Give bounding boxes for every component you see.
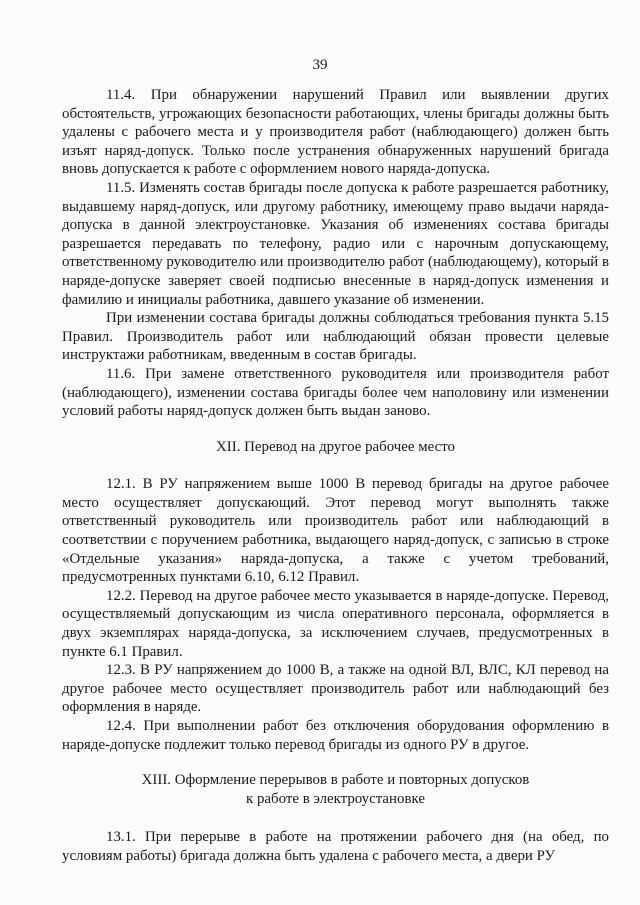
section-heading-13-line2: к работе в электроустановке bbox=[246, 790, 425, 807]
section-heading-13-line1: XIII. Оформление перерывов в работе и повторных допусков bbox=[141, 772, 530, 789]
paragraph-12-4: 12.4. При выполнении работ без отключения оборудования оформлению в наряде-допуске подлежит только перевод бригады из одного РУ в другое. bbox=[62, 718, 609, 753]
section-heading-12: XII. Перевод на другое рабочее место bbox=[216, 438, 455, 455]
paragraph-12-2: 12.2. Перевод на другое рабочее место указывается в наряде-допуске. Перевод, осуществляемый допускающим из числа оперативного персонала, оформляется в двух экземплярах наряда-допуска, за исключением случаев, предусмотренных в пункте 6.1 Правил. bbox=[62, 587, 609, 660]
paragraph-11-5-continuation: При изменении состава бригады должны соблюдаться требования пункта 5.15 Правил. Производитель работ или наблюдающий обязан провести целевые инструктажи работникам, введенным в состав бригады. bbox=[62, 310, 609, 364]
spacer bbox=[62, 808, 609, 828]
paragraph-11-6: 11.6. При замене ответственного руководителя или производителя работ (наблюдающего), изменении состава бригады более чем наполовину или изменении условий работы наряд-допуск должен быть выдан заново. bbox=[62, 365, 609, 420]
paragraph-12-1: 12.1. В РУ напряжением выше 1000 В перевод бригады на другое рабочее место осуществляет допускающий. Этот перевод могут выполнять также ответственный руководитель или производитель работ или наблюдающий в соответствии с поручением работника, выдающего наряд-допуск, с записью в строке «Отдельные указания» наряда-допуска, а также с учетом требований, предусмотренных пунктами 6.10, 6.12 Правил. bbox=[62, 476, 609, 586]
spacer bbox=[62, 754, 609, 771]
spacer bbox=[62, 456, 609, 475]
paragraph-13-1: 13.1. При перерыве в работе на протяжении рабочего дня (на обед, по условиям работы) бригада должна быть удалена с рабочего места, а двери РУ bbox=[62, 829, 609, 864]
spacer bbox=[62, 421, 609, 438]
document-body bbox=[62, 86, 609, 866]
paragraph-11-4: 11.4. При обнаружении нарушений Правил или выявлении других обстоятельств, угрожающих безопасности работающих, члены бригады должны быть удалены с рабочего места и у производителя работ (наблюдающего) должен быть изъят наряд-допуск. Только после устранения обнаруженных нарушений бригада вновь допускается к работе с оформлением нового наряда-допуска. bbox=[62, 87, 609, 178]
paragraph-11-5: 11.5. Изменять состав бригады после допуска к работе разрешается работнику, выдавшему наряд-допуск, или другому работнику, имеющему право выдачи наряда-допуска в данной электроустановке. Указания об изменениях состава бригады разрешается передавать по телефону, радио или с нарочным допускающему, ответственному руководителю или производителю работ (наблюдающему), который в наряде-допуске заверяет своей подписью внесенные в наряд-допуск изменения и фамилию и инициалы работника, давшего указание об изменении. bbox=[62, 179, 609, 308]
page-number: 39 bbox=[312, 57, 328, 73]
paragraph-12-3: 12.3. В РУ напряжением до 1000 В, а также на одной ВЛ, ВЛС, КЛ перевод на другое рабочее место осуществляет производитель работ или наблюдающий без оформления в наряде. bbox=[62, 662, 609, 716]
